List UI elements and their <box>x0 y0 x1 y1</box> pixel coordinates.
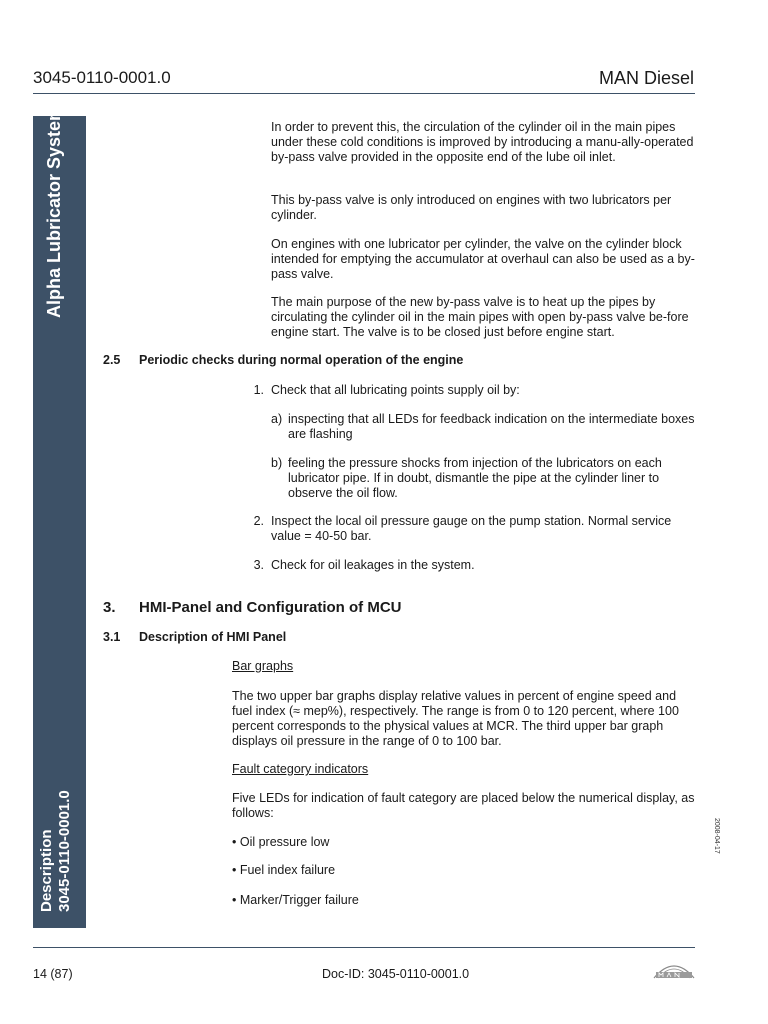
bar-graphs-paragraph: The two upper bar graphs display relative values in percent of engine speed and fuel index (≈ mep%), respectively. The range is from 0 to 120 percent, where 100 percent corresponds to the physical values at MCR. The third upper bar graph displays oil pressure in the range of 0 to 100 bar. <box>232 689 679 748</box>
list-item-3-text: Check for oil leakages in the system. <box>271 558 475 572</box>
section-2-5-number: 2.5 <box>103 353 121 367</box>
list-item-1-text: Check that all lubricating points supply oil by: <box>271 383 520 397</box>
sidebar-label: Description <box>38 829 55 912</box>
section-3-title: HMI-Panel and Configuration of MCU <box>139 599 402 616</box>
footer-doc-id: Doc-ID: 3045-0110-0001.0 <box>322 967 470 981</box>
list-item-2-number: 2. <box>253 514 264 528</box>
intro-paragraph-3: On engines with one lubricator per cylinder, the valve on the cylinder block intended for emptying the accumulator at overhaul can also be used as a by-pass valve. <box>271 237 695 281</box>
section-3-number: 3. <box>103 599 116 616</box>
bullet-fuel-index-failure: • Fuel index failure <box>232 863 336 877</box>
bullet-marker-trigger-failure: • Marker/Trigger failure <box>232 893 359 907</box>
sidebar-doc-number: 3045-0110-0001.0 <box>56 790 73 912</box>
bullet-oil-pressure-low: • Oil pressure low <box>232 835 330 849</box>
fault-category-paragraph: Five LEDs for indication of fault category are placed below the numerical display, as follows: <box>232 791 695 820</box>
section-3-1-number: 3.1 <box>103 630 121 644</box>
list-item-2-text: Inspect the local oil pressure gauge on the pump station. Normal service value = 40-50 bar. <box>271 514 672 543</box>
intro-paragraph-2: This by-pass valve is only introduced on engines with two lubricators per cylinder. <box>271 193 672 222</box>
sidebar-title: Alpha Lubricator System <box>44 104 64 318</box>
header-doc-number: 3045-0110-0001.0 <box>33 68 171 87</box>
footer-rule <box>33 947 695 948</box>
bar-graphs-heading: Bar graphs <box>232 659 294 673</box>
date-stamp: 2008-04-17 <box>713 818 720 854</box>
subitem-b-text: feeling the pressure shocks from injection of the lubricators on each lubricator pipe. If in doubt, dismantle the pipe at the cylinder liner to observe the oil flow. <box>288 456 662 500</box>
section-3-1-title: Description of HMI Panel <box>139 630 287 644</box>
man-logo-icon <box>652 956 696 980</box>
subitem-a-letter: a) <box>271 412 283 426</box>
list-item-1-number: 1. <box>253 383 264 397</box>
header-brand: MAN Diesel <box>598 68 694 88</box>
list-item-3-number: 3. <box>253 558 264 572</box>
intro-paragraph-1: In order to prevent this, the circulation of the cylinder oil in the main pipes under these cold conditions is improved by introducing a manu-ally-operated by-pass valve provided in the opposite end of the lube oil inlet. <box>271 120 694 164</box>
subitem-a-text: inspecting that all LEDs for feedback indication on the intermediate boxes are flashing <box>288 412 695 441</box>
header-rule <box>33 93 695 94</box>
fault-category-heading: Fault category indicators <box>232 762 369 776</box>
footer-page-number: 14 (87) <box>33 967 73 981</box>
sidebar-description-block <box>38 790 74 912</box>
intro-paragraph-4: The main purpose of the new by-pass valve is to heat up the pipes by circulating the cylinder oil in the main pipes with open by-pass valve be-fore engine start. The valve is to be closed just before engine start. <box>271 295 689 339</box>
section-2-5-title: Periodic checks during normal operation of the engine <box>139 353 464 367</box>
subitem-b-letter: b) <box>271 456 283 470</box>
